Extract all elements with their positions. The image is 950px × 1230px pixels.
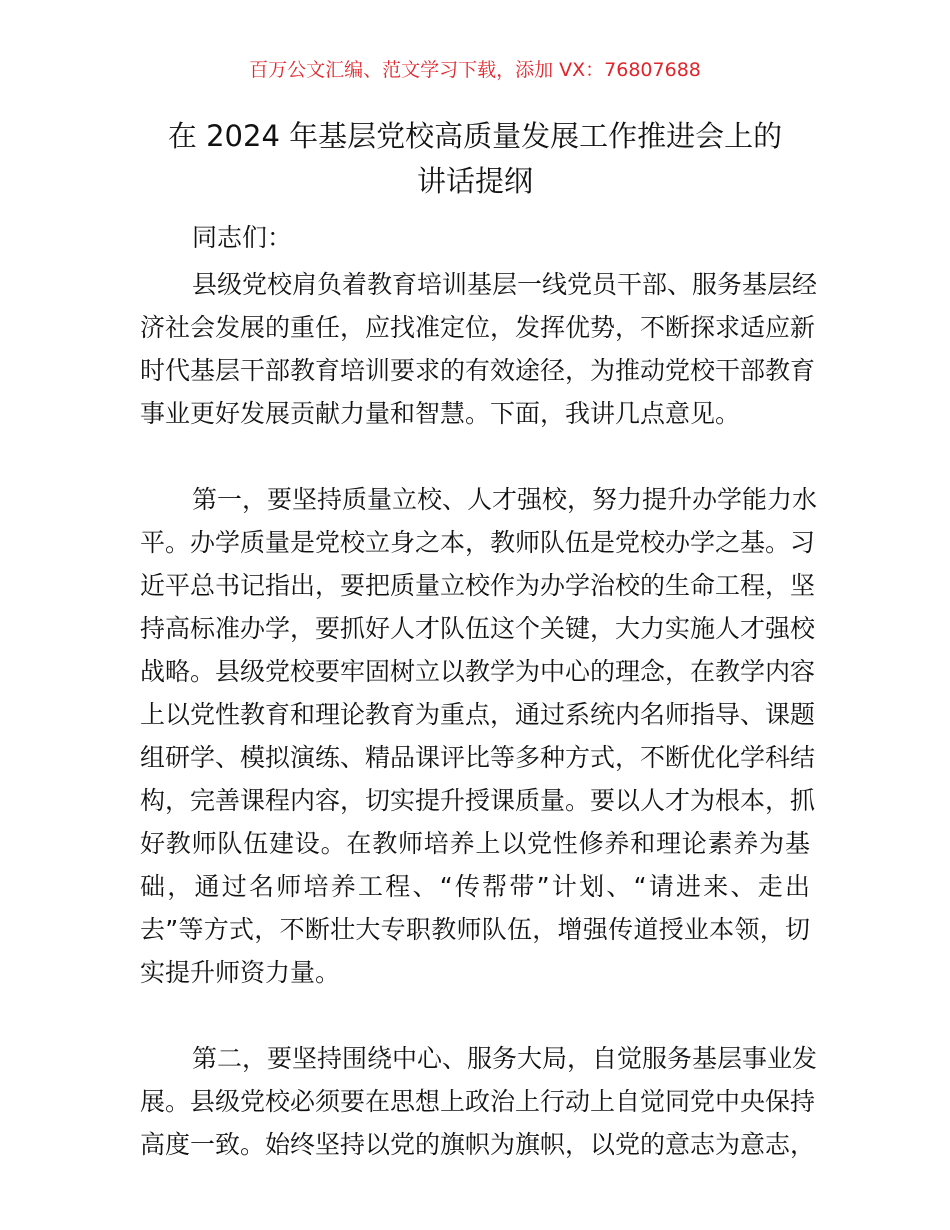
document-body	[140, 216, 818, 1166]
paragraph-line: 好教师队伍建设。在教师培养上以党性修养和理论素养为基	[140, 829, 810, 858]
paragraph-line: 事业更好发展贡献力量和智慧。下面，我讲几点意见。	[140, 399, 741, 428]
paragraph-line: 构，完善课程内容，切实提升授课质量。要以人才为根本，抓	[140, 786, 816, 815]
paragraph-line: 实提升师资力量。	[140, 958, 341, 987]
document-title	[120, 114, 830, 204]
paragraph-line: 济社会发展的重任，应找准定位，发挥优势，不断探求适应新	[140, 313, 816, 342]
paragraph-line: 近平总书记指出，要把质量立校作为办学治校的生命工程，坚	[140, 571, 816, 600]
title-line-2: 讲话提纲	[416, 164, 533, 198]
paragraph-line: 础，通过名师培养工程、“传帮带”计划、“请进来、走出	[140, 872, 810, 901]
watermark-banner: 百万公文汇编、范文学习下载，添加 VX：76807688	[249, 59, 701, 81]
paragraph	[140, 478, 818, 994]
paragraph-line: 持高标准办学，要抓好人才队伍这个关键，大力实施人才强校	[140, 614, 816, 643]
title-line-1: 在 2024 年基层党校高质量发展工作推进会上的	[167, 119, 783, 153]
greeting: 同志们：	[192, 223, 293, 252]
paragraph-line: 上以党性教育和理论教育为重点，通过系统内名师指导、课题	[140, 700, 816, 729]
paragraph-line: 第一，要坚持质量立校、人才强校，努力提升办学能力水	[192, 485, 818, 514]
paragraph-line: 县级党校肩负着教育培训基层一线党员干部、服务基层经	[192, 270, 818, 299]
paragraph-line: 去”等方式，不断壮大专职教师队伍，增强传道授业本领，切	[140, 915, 810, 944]
paragraph-line: 展。县级党校必须要在思想上政治上行动上自觉同党中央保持	[140, 1087, 816, 1116]
paragraph-line: 组研学、模拟演练、精品课评比等多种方式，不断优化学科结	[140, 743, 816, 772]
paragraph-line: 平。办学质量是党校立身之本，教师队伍是党校办学之基。习	[140, 528, 816, 557]
paragraph	[140, 1037, 818, 1166]
paragraph-line: 战略。县级党校要牢固树立以教学为中心的理念，在教学内容	[140, 657, 816, 686]
paragraph	[140, 263, 818, 435]
paragraph-line: 第二，要坚持围绕中心、服务大局，自觉服务基层事业发	[192, 1044, 818, 1073]
paragraph-line: 高度一致。始终坚持以党的旗帜为旗帜，以党的意志为意志，	[140, 1130, 816, 1159]
paragraph-line: 时代基层干部教育培训要求的有效途径，为推动党校干部教育	[140, 356, 816, 385]
